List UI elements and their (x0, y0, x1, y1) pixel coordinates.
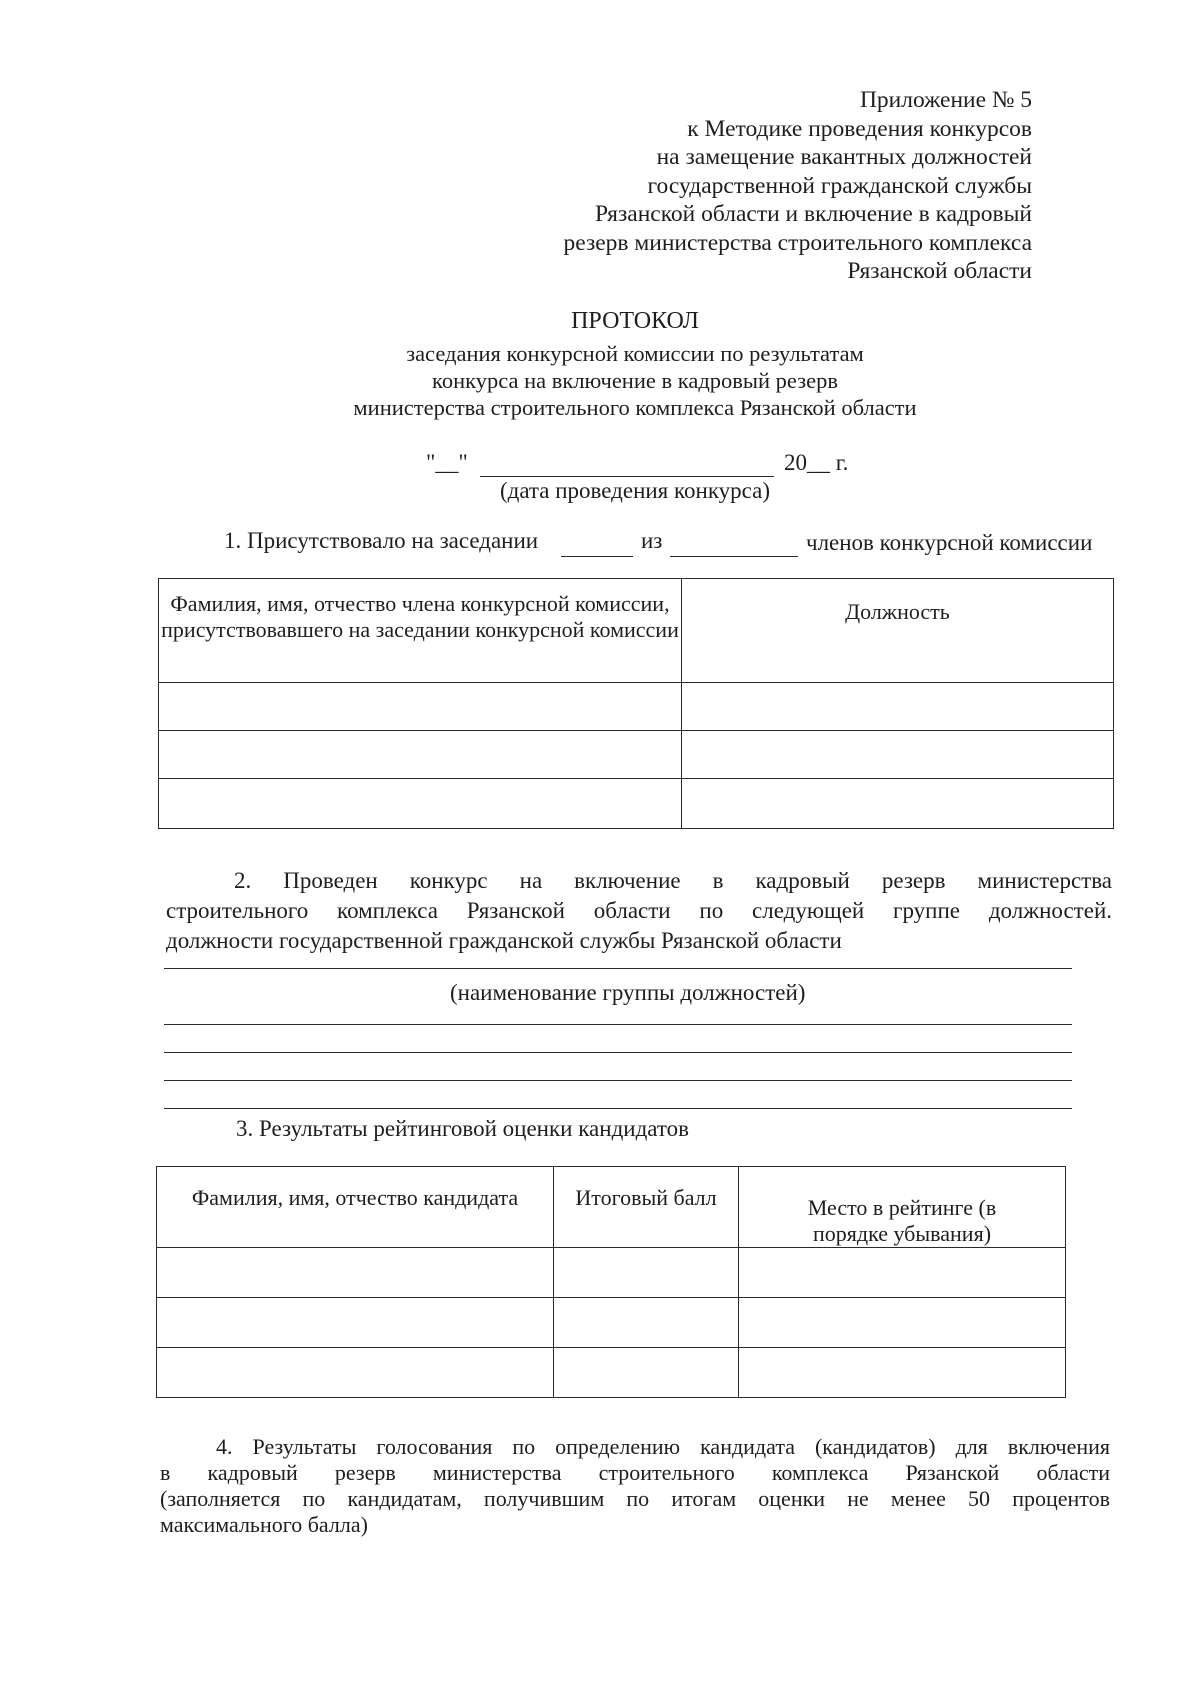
table-row (159, 731, 1114, 779)
date-blank (480, 476, 774, 477)
subtitle-line: министерства строительного комплекса Рязанской области (353, 395, 917, 420)
subtitle (0, 340, 1200, 421)
section4-line: 4. Результаты голосования по определению кандидата (кандидатов) для включения (216, 1434, 1110, 1459)
table-cell[interactable] (157, 1248, 554, 1298)
table-cell[interactable] (157, 1348, 554, 1398)
table-cell[interactable] (159, 731, 682, 779)
annex-line: к Методике проведения конкурсов (687, 115, 1032, 142)
table-cell[interactable] (554, 1248, 739, 1298)
date-year: 20__ г. (784, 450, 849, 475)
present-count-blank (561, 556, 633, 557)
position-group-line (164, 1024, 1072, 1025)
table-cell[interactable] (682, 731, 1114, 779)
table-row (157, 1348, 1066, 1398)
section2-line: должности государственной гражданской службы Рязанской области (166, 928, 842, 953)
page-title: ПРОТОКОЛ (571, 308, 699, 334)
subtitle-line: конкурса на включение в кадровый резерв (432, 368, 838, 393)
table-cell[interactable] (739, 1348, 1066, 1398)
date-caption: (дата проведения конкурса) (499, 478, 771, 503)
annex-line: Рязанской области и включение в кадровый (595, 201, 1032, 227)
position-group-line (164, 1108, 1072, 1109)
subtitle-line: заседания конкурсной комиссии по результатам (406, 341, 864, 366)
table-header: Фамилия, имя, отчество члена конкурсной комиссии, присутствовавшего на заседании конкурсной комиссии (159, 579, 682, 683)
table-cell[interactable] (682, 683, 1114, 731)
section2-line: 2. Проведен конкурс на включение в кадровый резерв министерства (234, 868, 1112, 893)
table-row (159, 779, 1114, 829)
annex-line: Рязанской области (847, 258, 1032, 284)
position-group-line (164, 968, 1072, 969)
table-cell[interactable] (157, 1298, 554, 1348)
position-group-caption: (наименование группы должностей) (450, 980, 806, 1005)
total-count-blank (670, 556, 798, 557)
section4-paragraph (160, 1434, 1110, 1538)
rating-table (156, 1166, 1066, 1398)
table-cell[interactable] (739, 1298, 1066, 1348)
section1-text-part2: из (641, 528, 663, 553)
position-group-line (164, 1080, 1072, 1081)
table-row (157, 1248, 1066, 1298)
section4-line: максимального балла) (160, 1512, 368, 1537)
table-cell[interactable] (554, 1348, 739, 1398)
table-cell[interactable] (159, 779, 682, 829)
section3-text: 3. Результаты рейтинговой оценки кандидатов (236, 1116, 690, 1141)
table-row (159, 683, 1114, 731)
table-header: Должность (682, 579, 1114, 683)
section2-line: строительного комплекса Рязанской области по следующей группе должностей. (166, 898, 1112, 923)
section1-text-part1: 1. Присутствовало на заседании (224, 528, 539, 553)
annex-line: государственной гражданской службы (647, 172, 1032, 199)
section4-line: в кадровый резерв министерства строительного комплекса Рязанской области (160, 1460, 1110, 1485)
table-header: Место в рейтинге (в порядке убывания) (739, 1167, 1066, 1248)
annex-line: Приложение № 5 (859, 87, 1032, 113)
annex-line: резерв министерства строительного комплекса (563, 229, 1032, 256)
table-cell[interactable] (554, 1298, 739, 1348)
table-cell[interactable] (682, 779, 1114, 829)
date-quote: "__" (426, 450, 468, 475)
annex-header (564, 86, 1033, 286)
table-header: Итоговый балл (554, 1167, 739, 1248)
table-row (157, 1298, 1066, 1348)
table-header-row (159, 579, 1114, 683)
section4-line: (заполняется по кандидатам, получившим по итогам оценки не менее 50 процентов (160, 1486, 1110, 1511)
table-header: Фамилия, имя, отчество кандидата (157, 1167, 554, 1248)
annex-line: на замещение вакантных должностей (656, 144, 1032, 170)
commission-members-table (158, 578, 1114, 829)
section2-paragraph (166, 866, 1112, 956)
position-group-line (164, 1052, 1072, 1053)
table-cell[interactable] (159, 683, 682, 731)
section1-text-part3: членов конкурсной комиссии (806, 530, 1093, 555)
table-cell[interactable] (739, 1248, 1066, 1298)
table-header-row (157, 1167, 1066, 1248)
